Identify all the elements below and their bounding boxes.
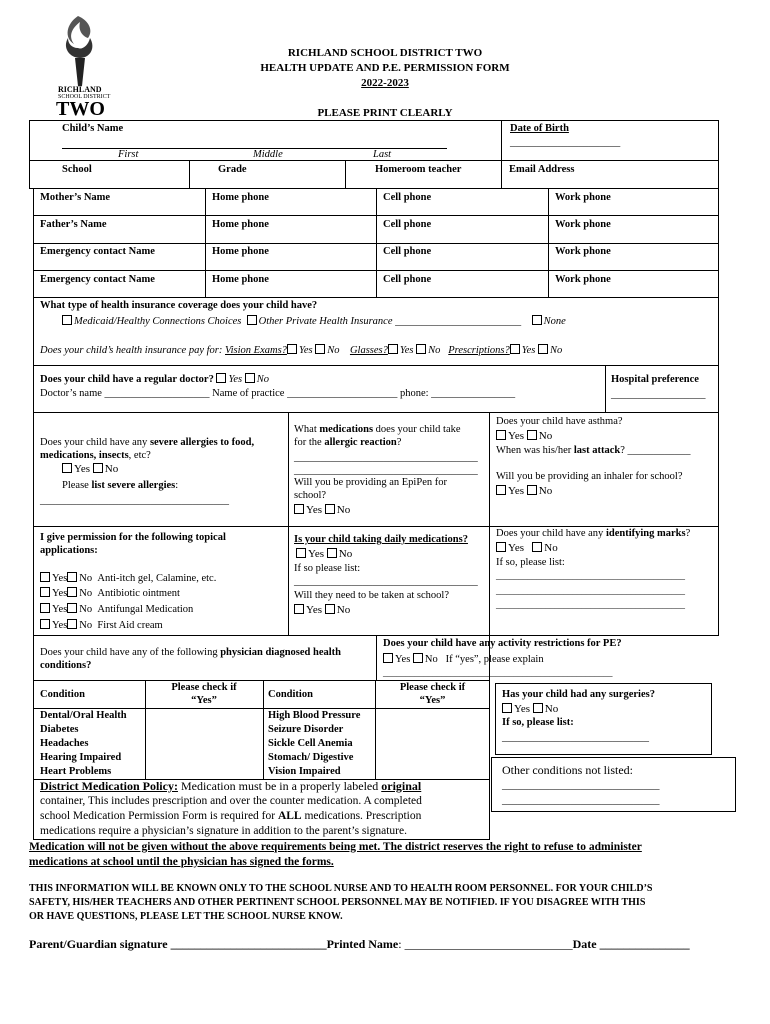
signature-field[interactable]: __________________________	[170, 937, 327, 951]
emergency-contact-1-label: Emergency contact Name	[40, 246, 155, 257]
home-phone-label: Home phone	[212, 274, 269, 285]
topical-1-no-checkbox[interactable]	[67, 572, 77, 582]
condition-row: High Blood Pressure	[268, 710, 361, 721]
no-label: No	[79, 620, 93, 631]
condition-row: Heart Problems	[40, 766, 112, 777]
marks-no-checkbox[interactable]	[532, 542, 542, 552]
check-column-header: Please check if	[171, 682, 237, 693]
topical-3-yes-checkbox[interactable]	[40, 603, 50, 613]
topical-item-2: Antibiotic ointment	[97, 588, 180, 599]
topical-2-yes-checkbox[interactable]	[40, 587, 50, 597]
pe-yes-checkbox[interactable]	[383, 653, 393, 663]
marks-yes-checkbox[interactable]	[496, 542, 506, 552]
prescriptions-label: Prescriptions?	[448, 345, 510, 356]
last-label: Last	[373, 149, 392, 160]
condition-column-header: Condition	[40, 689, 85, 700]
work-phone-label: Work phone	[555, 219, 611, 230]
no-label: No	[544, 542, 558, 554]
cell-phone-label: Cell phone	[383, 274, 432, 285]
glasses-label: Glasses?	[349, 345, 388, 356]
date-field[interactable]: _______________	[599, 937, 690, 951]
condition-row: Dental/Oral Health	[40, 710, 127, 721]
work-phone-label: Work phone	[555, 246, 611, 257]
no-label: No	[544, 703, 559, 715]
home-phone-label: Home phone	[212, 246, 269, 257]
topical-item-4: First Aid cream	[97, 620, 163, 631]
conditions-question-bold: physician diagnosed health	[220, 647, 342, 658]
marks-line-2[interactable]: __________________________________________	[496, 586, 685, 596]
check-column-header2: “Yes”	[419, 695, 446, 706]
other-conditions-line-1[interactable]: ______________________________	[502, 780, 660, 791]
condition-row: Headaches	[40, 738, 89, 749]
medicaid-checkbox[interactable]	[62, 315, 72, 325]
dob-field[interactable]: _____________________	[510, 137, 621, 148]
logo-line3: TWO	[56, 98, 105, 120]
taken-yes-checkbox[interactable]	[294, 604, 304, 614]
surgery-question: Has your child had any surgeries?	[502, 689, 655, 700]
doctor-name-line[interactable]: Doctor’s name ____________________ Name of practice _____________________ phone: ________________	[40, 388, 516, 399]
school-label: School	[62, 164, 92, 175]
no-label: No	[336, 504, 351, 516]
epipen-yes-checkbox[interactable]	[294, 504, 304, 514]
list-allergies-colon: :	[175, 480, 179, 491]
email-label: Email Address	[509, 164, 575, 175]
surgery-list-label: If so, please list:	[502, 717, 574, 728]
doctor-no-checkbox[interactable]	[245, 373, 255, 383]
homeroom-label: Homeroom teacher	[375, 164, 462, 175]
other-conditions-line-2[interactable]: ______________________________	[502, 795, 660, 806]
list-allergies-text: Please	[62, 480, 92, 491]
list-allergies-bold: list severe allergies	[91, 480, 176, 491]
allergy-question-end: , etc?	[128, 450, 151, 461]
vision-exams-label: Vision Exams?	[225, 345, 287, 356]
logo-line1: RICHLAND	[58, 85, 102, 94]
glasses-yes-checkbox[interactable]	[388, 344, 398, 354]
dob-label: Date of Birth	[510, 123, 569, 134]
insurance-pay-question: Does your child’s health insurance pay for:	[40, 345, 223, 356]
inhaler-question: Will you be providing an inhaler for school?	[496, 471, 683, 482]
daily-med-yes-checkbox[interactable]	[296, 548, 306, 558]
taken-no-checkbox[interactable]	[325, 604, 335, 614]
topical-4-no-checkbox[interactable]	[67, 619, 77, 629]
no-label: No	[549, 345, 563, 356]
daily-med-question: Is your child taking daily medications?	[294, 534, 468, 545]
prescriptions-yes-checkbox[interactable]	[510, 344, 520, 354]
allergy-question-bold: severe allergies to food,	[149, 437, 255, 448]
med-question2: for the	[294, 437, 325, 448]
no-label: No	[256, 374, 269, 385]
signature-label: Parent/Guardian signature	[29, 937, 171, 951]
epipen-no-checkbox[interactable]	[325, 504, 335, 514]
topical-item-3: Antifungal Medication	[97, 604, 194, 615]
yes-label: Yes	[228, 374, 243, 385]
topical-question: I give permission for the following topical	[40, 532, 226, 543]
yes-label: Yes	[52, 604, 68, 615]
prescriptions-no-checkbox[interactable]	[538, 344, 548, 354]
emergency-contact-2-label: Emergency contact Name	[40, 274, 155, 285]
marks-question-end: ?	[685, 528, 691, 539]
yes-label: Yes	[52, 620, 68, 631]
privacy-notice-1: THIS INFORMATION WILL BE KNOWN ONLY TO THE SCHOOL NURSE AND TO HEALTH ROOM PERSONNEL. FOR YOUR CHILD’S	[29, 883, 653, 894]
no-label: No	[79, 573, 93, 584]
doctor-question: Does your child have a regular doctor?	[40, 374, 214, 385]
medication-notice: Medication will not be given without the above requirements being met. The district reserves the right to refuse to administer	[29, 841, 642, 853]
topical-item-1: Anti-itch gel, Calamine, etc.	[97, 573, 217, 584]
yes-label: Yes	[52, 588, 68, 599]
conditions-question2: conditions?	[40, 660, 92, 671]
yes-label: Yes	[52, 573, 68, 584]
condition-row: Stomach/ Digestive	[268, 752, 354, 763]
allergy-question: Does your child have any	[40, 437, 150, 448]
condition-row: Vision Impaired	[268, 766, 341, 777]
pe-no-checkbox[interactable]	[413, 653, 423, 663]
cell-phone-label: Cell phone	[383, 192, 432, 203]
vision-no-checkbox[interactable]	[315, 344, 325, 354]
allergy-list-field[interactable]: ____________________________________	[40, 495, 229, 506]
date-label: Date	[572, 937, 600, 951]
med-question2-bold: allergic reaction	[324, 437, 397, 448]
first-label: First	[118, 149, 139, 160]
surgery-list-field[interactable]: ____________________________	[502, 732, 649, 743]
last-attack-bold: last attack	[573, 445, 621, 456]
daily-med-list-label: If so please list:	[294, 563, 361, 574]
pe-restrictions-question: Does your child have any activity restrictions for PE?	[383, 638, 622, 649]
yes-label: Yes	[298, 345, 313, 356]
med-answer-line2[interactable]: ___________________________________	[294, 465, 478, 476]
policy-title: District Medication Policy:	[40, 779, 178, 793]
topical-2-no-checkbox[interactable]	[67, 587, 77, 597]
glasses-no-checkbox[interactable]	[416, 344, 426, 354]
yes-label: Yes	[508, 485, 525, 497]
yes-label: Yes	[306, 504, 323, 516]
yes-label: Yes	[508, 430, 525, 442]
daily-med-no-checkbox[interactable]	[327, 548, 337, 558]
inhaler-no-checkbox[interactable]	[527, 485, 537, 495]
condition-column-header: Condition	[268, 689, 313, 700]
yes-label: Yes	[395, 654, 411, 665]
med-question-end: does your child take	[373, 424, 461, 435]
middle-label: Middle	[253, 149, 283, 160]
hospital-field[interactable]: __________________	[611, 389, 706, 400]
last-attack-field[interactable]: ? ____________	[620, 445, 691, 456]
condition-row: Seizure Disorder	[268, 724, 344, 735]
check-column-header2: “Yes”	[191, 695, 217, 706]
policy-original: original	[381, 779, 422, 793]
policy-text: Medication must be in a properly labeled	[177, 779, 382, 793]
no-label: No	[538, 430, 553, 442]
marks-list-label: If so, please list:	[496, 557, 565, 568]
child-name-label: Child’s Name	[62, 123, 124, 134]
yes-label: Yes	[399, 345, 414, 356]
father-name-label: Father’s Name	[40, 219, 107, 230]
no-insurance-checkbox[interactable]	[532, 315, 542, 325]
no-label: No	[336, 604, 351, 616]
policy-line3-end: medications. Prescription	[301, 810, 422, 822]
taken-at-school-question: Will they need to be taken at school?	[294, 590, 449, 601]
topical-3-no-checkbox[interactable]	[67, 603, 77, 613]
conditions-question: Does your child have any of the following	[40, 647, 221, 658]
title-year: 2022-2023	[361, 77, 409, 89]
daily-med-list-field[interactable]: ___________________________________	[294, 576, 478, 587]
medication-notice2: medications at school until the physician has signed the forms.	[29, 856, 334, 868]
allergy-question-bold2: medications, insects	[40, 450, 129, 461]
mother-name-label: Mother’s Name	[40, 192, 111, 203]
logo-line2: SCHOOL DISTRICT	[58, 94, 111, 100]
marks-question-bold: identifying marks	[605, 528, 686, 539]
print-clearly: PLEASE PRINT CLEARLY	[317, 107, 453, 119]
pe-explain-label: If “yes”, please explain	[445, 654, 544, 665]
doctor-yes-checkbox[interactable]	[216, 373, 226, 383]
inhaler-yes-checkbox[interactable]	[496, 485, 506, 495]
other-insurance-label: Other Private Health Insurance ________________________	[258, 316, 522, 327]
yes-label: Yes	[74, 463, 91, 475]
condition-row: Hearing Impaired	[40, 752, 122, 763]
medicaid-label: Medicaid/Healthy Connections Choices	[74, 316, 242, 327]
last-attack-text: When was his/her	[496, 445, 574, 456]
work-phone-label: Work phone	[555, 274, 611, 285]
home-phone-label: Home phone	[212, 192, 269, 203]
policy-line2: container, This includes prescription and over the counter medication. A completed	[40, 795, 422, 807]
privacy-notice-2: SAFETY, HIS/HER TEACHERS AND OTHER PERTINENT SCHOOL PERSONNEL MAY BE NOTIFIED. IF YOU DISAGREE WITH THIS	[29, 897, 646, 908]
no-label: No	[428, 345, 441, 356]
other-insurance-checkbox[interactable]	[247, 315, 257, 325]
epipen-question: Will you be providing an EpiPen for	[294, 477, 447, 488]
asthma-yes-checkbox[interactable]	[496, 430, 506, 440]
med-question: What	[294, 424, 320, 435]
title-line2: HEALTH UPDATE AND P.E. PERMISSION FORM	[260, 62, 510, 74]
no-label: No	[424, 654, 438, 665]
asthma-question: Does your child have asthma?	[496, 416, 623, 427]
cell-phone-label: Cell phone	[383, 219, 432, 230]
no-label: No	[79, 588, 93, 599]
no-insurance-label: None	[543, 316, 566, 327]
condition-row: Diabetes	[40, 724, 79, 735]
yes-label: Yes	[308, 548, 325, 560]
policy-line4: medications require a physician’s signature in addition to the parent’s signature.	[40, 825, 407, 837]
check-column-header: Please check if	[399, 682, 466, 693]
yes-label: Yes	[306, 604, 323, 616]
hospital-label: Hospital preference	[611, 374, 699, 385]
no-label: No	[338, 548, 353, 560]
med-question2-end: ?	[396, 437, 402, 448]
insurance-question: What type of health insurance coverage does your child have?	[40, 300, 318, 311]
topical-4-yes-checkbox[interactable]	[40, 619, 50, 629]
topical-1-yes-checkbox[interactable]	[40, 572, 50, 582]
printed-name-field[interactable]: : ____________________________	[398, 937, 573, 951]
vision-yes-checkbox[interactable]	[287, 344, 297, 354]
printed-name-label: Printed Name	[326, 937, 399, 951]
policy-all: ALL	[277, 810, 302, 822]
cell-phone-label: Cell phone	[383, 246, 432, 257]
yes-label: Yes	[521, 345, 536, 356]
marks-line-3[interactable]: __________________________________________	[496, 600, 685, 610]
privacy-notice-3: OR HAVE QUESTIONS, PLEASE LET THE SCHOOL NURSE KNOW.	[29, 911, 343, 922]
title-line1: RICHLAND SCHOOL DISTRICT TWO	[287, 47, 483, 59]
topical-question2: applications:	[40, 545, 98, 556]
surgery-yes-checkbox[interactable]	[502, 703, 512, 713]
allergy-yes-checkbox[interactable]	[62, 463, 72, 473]
yes-label: Yes	[514, 703, 531, 715]
no-label: No	[79, 604, 93, 615]
no-label: No	[538, 485, 553, 497]
marks-line-1[interactable]: __________________________________________	[496, 571, 685, 581]
condition-row: Sickle Cell Anemia	[268, 738, 353, 749]
pe-explain-field[interactable]: ___________________________________________________	[383, 668, 613, 678]
med-answer-line1[interactable]: ___________________________________	[294, 452, 478, 463]
surgery-no-checkbox[interactable]	[533, 703, 543, 713]
yes-label: Yes	[508, 542, 525, 554]
epipen-question2: school?	[294, 490, 327, 501]
work-phone-label: Work phone	[555, 192, 611, 203]
policy-line3: school Medication Permission Form is required for	[40, 810, 278, 822]
marks-question: Does your child have any	[496, 528, 606, 539]
no-label: No	[104, 463, 119, 475]
no-label: No	[327, 345, 340, 356]
home-phone-label: Home phone	[212, 219, 269, 230]
other-conditions-label: Other conditions not listed:	[502, 763, 633, 777]
med-question-bold: medications	[319, 424, 374, 435]
asthma-no-checkbox[interactable]	[527, 430, 537, 440]
grade-label: Grade	[218, 164, 247, 175]
allergy-no-checkbox[interactable]	[93, 463, 103, 473]
